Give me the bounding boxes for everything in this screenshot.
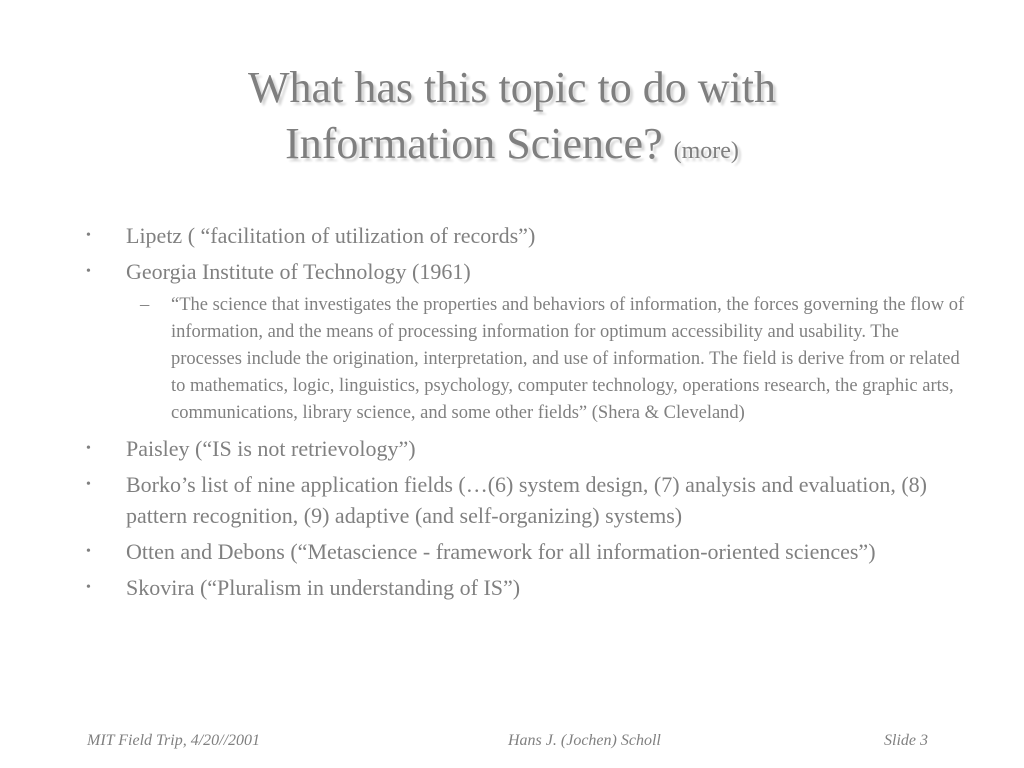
bullet-text: Skovira (“Pluralism in understanding of IS”) (126, 575, 521, 600)
bullet-text: Otten and Debons (“Metascience - framework for all information-oriented sciences”) (126, 539, 876, 564)
sub-bullet-text: “The science that investigates the properties and behaviors of information, the forces governing the flow of information, and the means of processing information for optimum accessibility and usability. The processes include the origination, interpretation, and use of information. The field is derive from or related to mathematics, logic, linguistics, psychology, computer technology, operations research, the graphic arts, communications, library science, and some other fields” (Shera & Cleveland) (171, 295, 965, 423)
footer-author: Hans J. (Jochen) Scholl (508, 732, 661, 749)
slide-title (0, 60, 1024, 179)
bullet-icon: • (86, 228, 91, 243)
bullet-text: Lipetz ( “facilitation of utilization of records”) (126, 223, 536, 248)
footer-event: MIT Field Trip, 4/20//2001 (87, 732, 261, 749)
bullet-item (86, 256, 966, 287)
bullet-item (86, 572, 966, 603)
sub-bullet-item (86, 292, 966, 427)
bullet-text: Borko’s list of nine application fields (…(6) system design, (7) analysis and evaluation, (8) pattern recognition, (9) adaptive (and self-organizing) systems) (126, 472, 928, 528)
slide-title-suffix: (more) (673, 138, 739, 164)
bullet-icon: • (86, 580, 91, 595)
bullet-text: Paisley (“IS is not retrievology”) (126, 436, 416, 461)
bullet-item (86, 469, 966, 531)
bullet-text: Georgia Institute of Technology (1961) (126, 259, 471, 284)
slide-body (86, 220, 966, 608)
bullet-icon: • (86, 264, 91, 279)
dash-icon: – (140, 295, 150, 315)
slide-title-line-1: What has this topic to do with (248, 63, 776, 112)
bullet-icon: • (86, 477, 91, 492)
bullet-item (86, 433, 966, 464)
bullet-item (86, 220, 966, 251)
bullet-item (86, 536, 966, 567)
slide-title-main: Information Science? (285, 119, 663, 168)
bullet-icon: • (86, 544, 91, 559)
bullet-icon: • (86, 441, 91, 456)
slide-title-line-2 (0, 116, 1024, 179)
footer-slide-number: Slide 3 (884, 732, 928, 749)
